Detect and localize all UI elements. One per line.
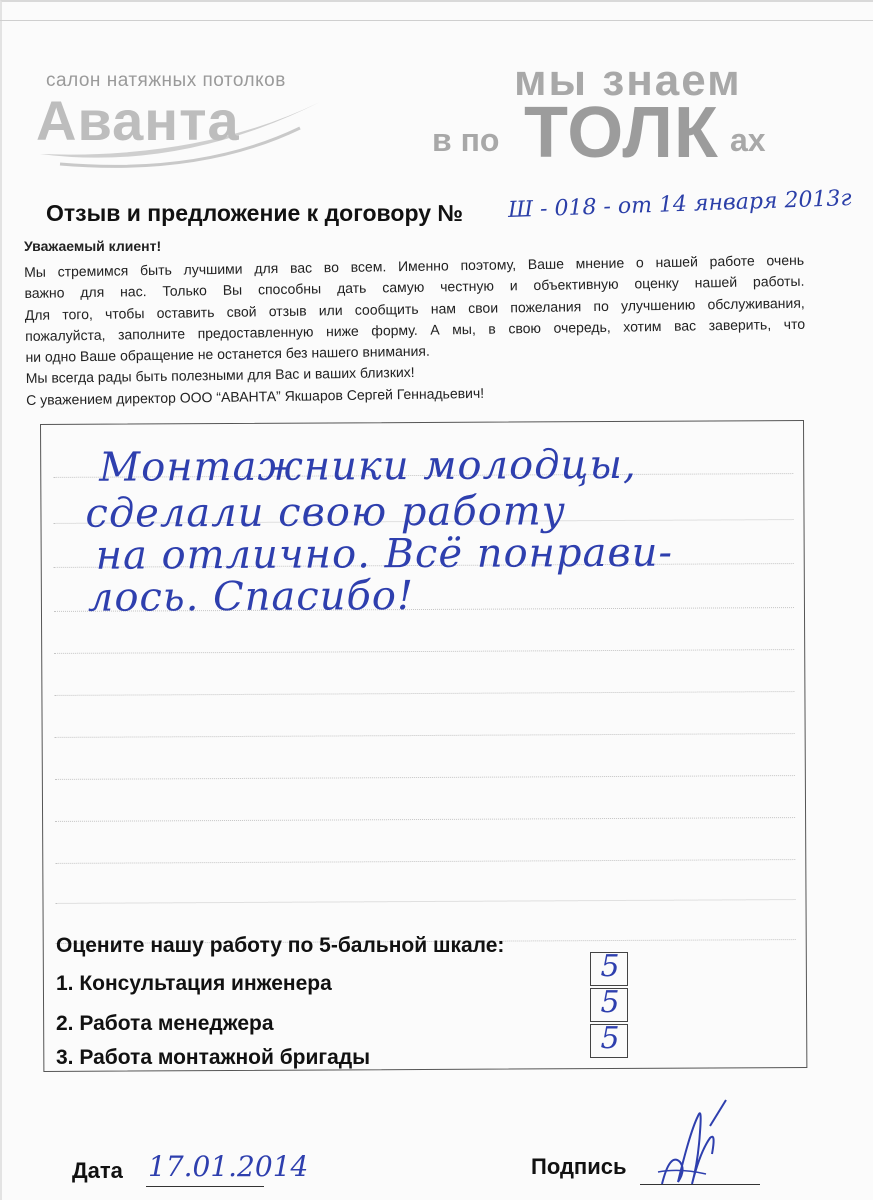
score-box-installers[interactable] xyxy=(590,1021,628,1058)
ruled-line xyxy=(54,691,794,696)
slogan-line-1: мы знаем xyxy=(514,56,742,105)
score-box-consultation[interactable] xyxy=(590,949,628,986)
ruled-line xyxy=(55,817,795,822)
handwritten-line: сделали свою работу xyxy=(85,488,567,537)
scan-top-rule xyxy=(0,20,873,21)
rating-item-installers: 3. Работа монтажной бригады xyxy=(56,1046,371,1069)
closing-line-1: Мы всегда рады быть полезными для Вас и ваших близких! xyxy=(25,364,415,387)
score-value: 5 xyxy=(600,1021,620,1056)
signature-scribble[interactable] xyxy=(640,1092,740,1192)
intro-paragraph xyxy=(24,250,806,411)
score-value: 5 xyxy=(600,949,620,984)
handwritten-line: на отлично. Всё понрави- xyxy=(95,529,674,579)
intro-line: важно для нас. Только Вы способны дать самую честную и объективную оценку нашей работы. xyxy=(24,273,805,302)
contract-number-handwritten[interactable]: Ш - 018 - от 14 января 2013г xyxy=(507,186,852,223)
greeting: Уважаемый клиент! xyxy=(24,238,162,254)
score-value: 5 xyxy=(600,985,620,1020)
slogan-suffix: ах xyxy=(730,122,766,158)
rating-title: Оцените нашу работу по 5-бальной шкале: xyxy=(56,934,505,957)
slogan-big-word: ТОЛК xyxy=(524,93,719,173)
date-value-handwritten[interactable]: 17.01.2014 xyxy=(148,1150,309,1183)
logo-tagline: салон натяжных потолков xyxy=(46,70,286,91)
rating-item-manager: 2. Работа менеджера xyxy=(56,1012,274,1035)
handwritten-line: лось. Спасибо! xyxy=(87,573,415,621)
score-box-manager[interactable] xyxy=(590,985,628,1022)
rating-item-consultation: 1. Консультация инженера xyxy=(56,972,332,995)
logo-name: Аванта xyxy=(36,89,240,152)
form-heading: Отзыв и предложение к договору № xyxy=(46,200,464,226)
intro-line: пожалуйста, заполните предоставленную ниже форму. А мы, в свою очередь, хотим вас заверить, что xyxy=(25,315,806,344)
ruled-line xyxy=(55,859,795,864)
closing-line-2: С уважением директор ООО “АВАНТА” Якшаров Сергей Геннадьевич! xyxy=(26,384,485,408)
ruled-line xyxy=(55,775,795,780)
intro-line: Для того, чтобы оставить свой отзыв или сообщить нам свои пожелания по улучшению обслуживания, xyxy=(24,294,805,323)
ruled-line xyxy=(54,649,794,654)
ruled-line xyxy=(55,733,795,738)
date-label: Дата xyxy=(72,1158,123,1183)
slogan-prefix: в по xyxy=(432,122,500,158)
intro-line: Мы стремимся быть лучшими для вас во всем. Именно поэтому, Ваше мнение о нашей работе очень xyxy=(24,251,805,280)
date-underline xyxy=(146,1186,264,1187)
signature-label: Подпись xyxy=(531,1154,627,1179)
handwritten-line: Монтажники молодцы, xyxy=(99,441,637,491)
intro-line: ни одно Ваше обращение не останется без нашего внимания. xyxy=(25,342,430,366)
ruled-line xyxy=(56,899,796,904)
